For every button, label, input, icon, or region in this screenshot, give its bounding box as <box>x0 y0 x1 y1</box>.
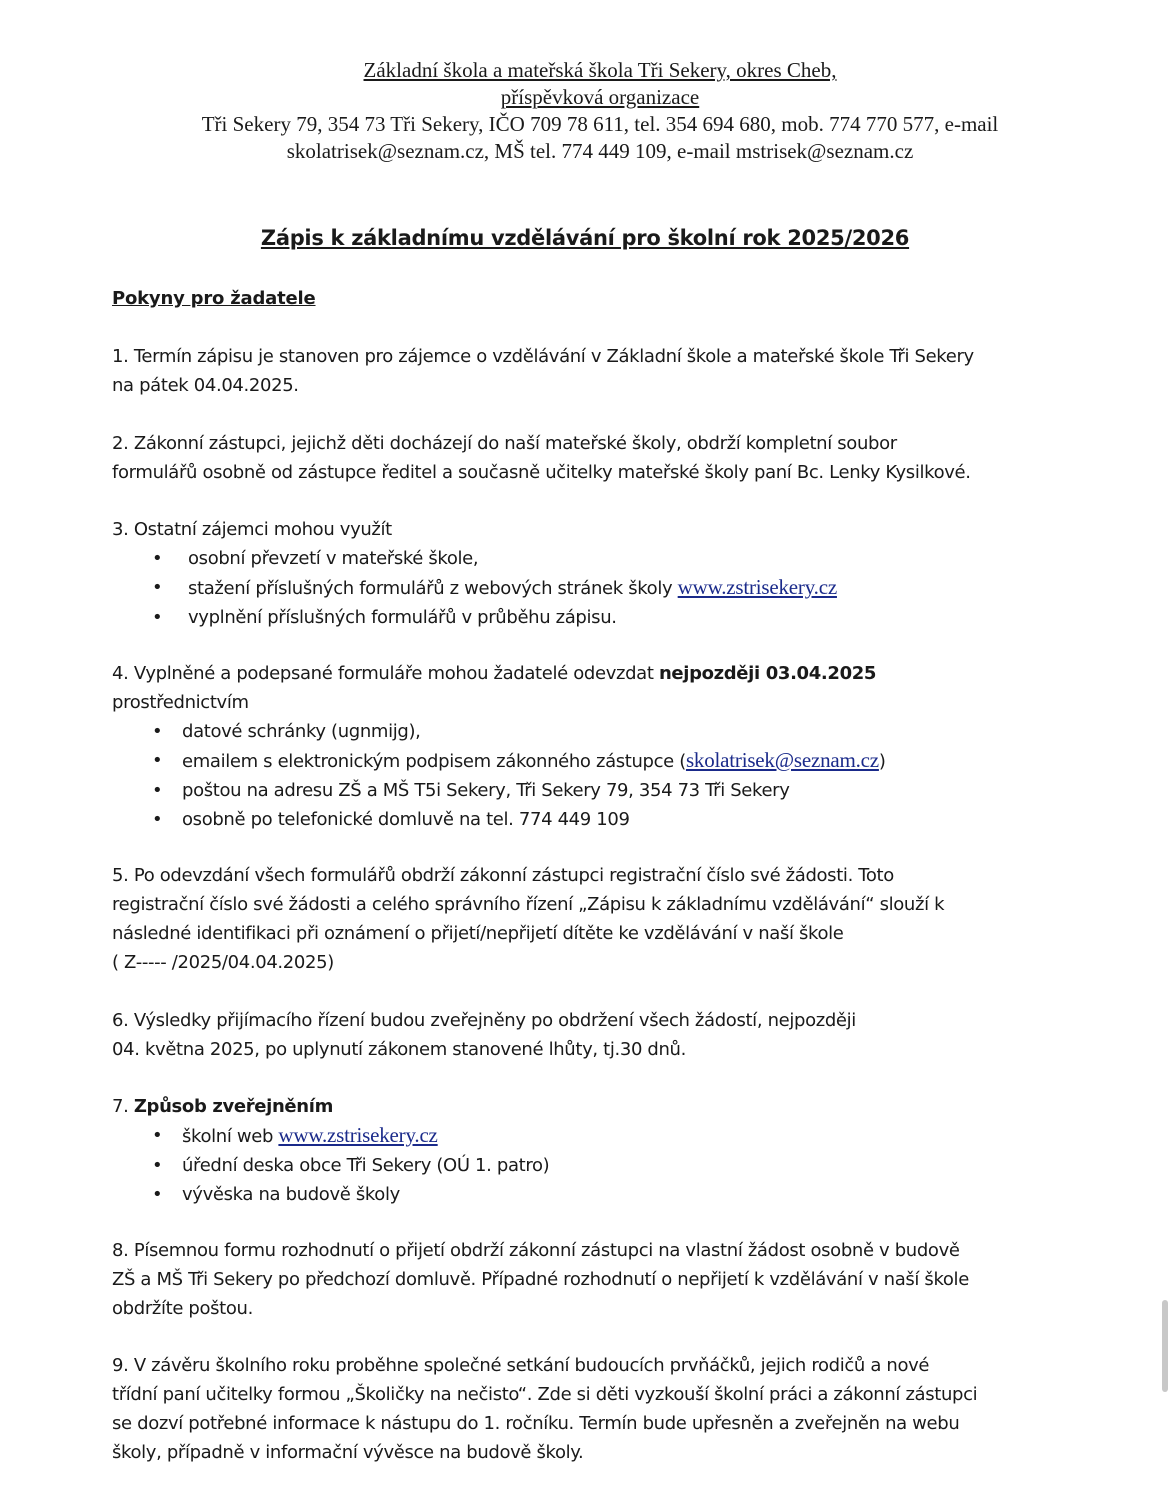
scrollbar-thumb[interactable] <box>1162 1300 1168 1392</box>
paragraph-line: třídní paní učitelky formou „Školičky na nečisto“. Zde si děti vyzkouší školní práci a zákonní zástupci <box>112 1384 978 1405</box>
paragraph-line: na pátek 04.04.2025. <box>112 375 299 396</box>
deadline-text: nejpozději 03.04.2025 <box>658 663 877 684</box>
paragraph-line: formulářů osobně od zástupce ředitel a současně učitelky mateřské školy paní Bc. Lenky Kysilkové. <box>112 462 971 483</box>
list-item-text: poštou na adresu ZŠ a MŠ T5i Sekery, Tři Sekery 79, 354 73 Tři Sekery <box>182 780 790 801</box>
school-email-link[interactable]: skolatrisek@seznam.cz <box>685 748 879 772</box>
header-org-type: příspěvková organizace <box>500 85 700 109</box>
paragraph-line <box>112 659 1072 688</box>
paragraph-line: 3. Ostatní zájemci mohou využít <box>112 519 392 540</box>
list-item-text: osobně po telefonické domluvě na tel. 774 449 109 <box>182 809 630 830</box>
school-header <box>100 57 1100 165</box>
paragraph-line: ( Z----- /2025/04.04.2025) <box>112 952 334 973</box>
list-item <box>112 544 1072 573</box>
paragraph-line: 5. Po odevzdání všech formulářů obdrží zákonní zástupci registrační číslo své žádosti. Toto <box>112 865 894 886</box>
list-item <box>112 746 1072 776</box>
paragraph-text: 4. Vyplněné a podepsané formuláře mohou žadatelé odevzdat <box>112 663 659 684</box>
list-item-text: osobní převzetí v mateřské škole, <box>188 548 479 569</box>
bullet-icon: • <box>152 607 163 628</box>
list-item-text: datové schránky (ugnmijg), <box>182 721 421 742</box>
paragraph-7 <box>112 1092 1072 1209</box>
bullet-icon: • <box>152 1125 163 1146</box>
bullet-list <box>112 717 1072 834</box>
paragraph-line: 6. Výsledky přijímacího řízení budou zveřejněny po obdržení všech žádostí, nejpozději <box>112 1010 856 1031</box>
paragraph-line: 8. Písemnou formu rozhodnutí o přijetí obdrží zákonní zástupci na vlastní žádost osobně v budově <box>112 1240 960 1261</box>
paragraph-line <box>112 1092 1072 1121</box>
list-item <box>112 776 1072 805</box>
paragraph-line: školy, případně v informační vývěsce na budově školy. <box>112 1442 584 1463</box>
paragraph-line: se dozví potřebné informace k nástupu do 1. ročníku. Termín bude upřesněn a zveřejněn na webu <box>112 1413 960 1434</box>
list-item <box>112 805 1072 834</box>
paragraph-line: ZŠ a MŠ Tři Sekery po předchozí domluvě. Případné rozhodnutí o nepřijetí k vzdělávání v naší škole <box>112 1269 969 1290</box>
list-item <box>112 603 1072 632</box>
list-item-text: vyplnění příslušných formulářů v průběhu zápisu. <box>188 607 617 628</box>
header-address: Tři Sekery 79, 354 73 Tři Sekery, IČO 709 78 611, tel. 354 694 680, mob. 774 770 577, e-mail <box>201 112 999 136</box>
list-item-text: stažení příslušných formulářů z webových stránek školy <box>188 578 678 599</box>
paragraph-2 <box>112 429 1072 487</box>
paragraph-9 <box>112 1351 1072 1467</box>
bullet-icon: • <box>152 548 163 569</box>
list-item <box>112 1121 1072 1151</box>
bullet-icon: • <box>152 750 163 771</box>
paragraph-line: registrační číslo své žádosti a celého správního řízení „Zápisu k základnímu vzdělávání“ slouží k <box>112 894 945 915</box>
publication-heading: Způsob zveřejněním <box>133 1096 333 1117</box>
list-item-text: vývěska na budově školy <box>182 1184 400 1205</box>
bullet-icon: • <box>152 721 163 742</box>
paragraph-5 <box>112 861 1072 977</box>
list-item-text: školní web <box>182 1126 279 1147</box>
paragraph-6 <box>112 1006 1072 1064</box>
bullet-icon: • <box>152 1155 163 1176</box>
school-website-link[interactable]: www.zstrisekery.cz <box>278 1123 438 1147</box>
paragraph-line: prostřednictvím <box>112 692 249 713</box>
list-item <box>112 1180 1072 1209</box>
paragraph-line: 1. Termín zápisu je stanoven pro zájemce o vzdělávání v Základní škole a mateřské škole Tři Sekery <box>112 346 974 367</box>
paragraph-line: obdržíte poštou. <box>112 1298 253 1319</box>
bullet-icon: • <box>152 577 163 598</box>
bullet-icon: • <box>152 780 163 801</box>
document-title: Zápis k základnímu vzdělávání pro školní rok 2025/2026 <box>260 226 910 250</box>
list-item <box>112 1151 1072 1180</box>
paragraph-line: 04. května 2025, po uplynutí zákonem stanovené lhůty, tj.30 dnů. <box>112 1039 686 1060</box>
header-school-name: Základní škola a mateřská škola Tři Sekery, okres Cheb, <box>363 58 837 82</box>
section-heading: Pokyny pro žadatele <box>112 288 316 309</box>
paragraph-number: 7. <box>112 1096 134 1117</box>
paragraph-3 <box>112 515 1072 632</box>
bullet-list <box>112 544 1072 632</box>
paragraph-1 <box>112 342 1072 400</box>
school-website-link[interactable]: www.zstrisekery.cz <box>677 575 837 599</box>
bullet-icon: • <box>152 1184 163 1205</box>
list-item <box>112 573 1072 603</box>
list-item-text: úřední deska obce Tři Sekery (OÚ 1. patro) <box>182 1155 550 1176</box>
list-item <box>112 717 1072 746</box>
header-contacts: skolatrisek@seznam.cz, MŠ tel. 774 449 109, e-mail mstrisek@seznam.cz <box>286 139 914 163</box>
bullet-list <box>112 1121 1072 1209</box>
paragraph-line: 9. V závěru školního roku proběhne společné setkání budoucích prvňáčků, jejich rodičů a nové <box>112 1355 930 1376</box>
bullet-icon: • <box>152 809 163 830</box>
list-item-text: ) <box>878 751 886 772</box>
paragraph-8 <box>112 1236 1072 1323</box>
paragraph-4 <box>112 659 1072 834</box>
paragraph-line: 2. Zákonní zástupci, jejichž děti docházejí do naší mateřské školy, obdrží kompletní soubor <box>112 433 897 454</box>
paragraph-line: následné identifikaci při oznámení o přijetí/nepřijetí dítěte ke vzdělávání v naší škole <box>112 923 844 944</box>
list-item-text: emailem s elektronickým podpisem zákonného zástupce ( <box>182 751 686 772</box>
